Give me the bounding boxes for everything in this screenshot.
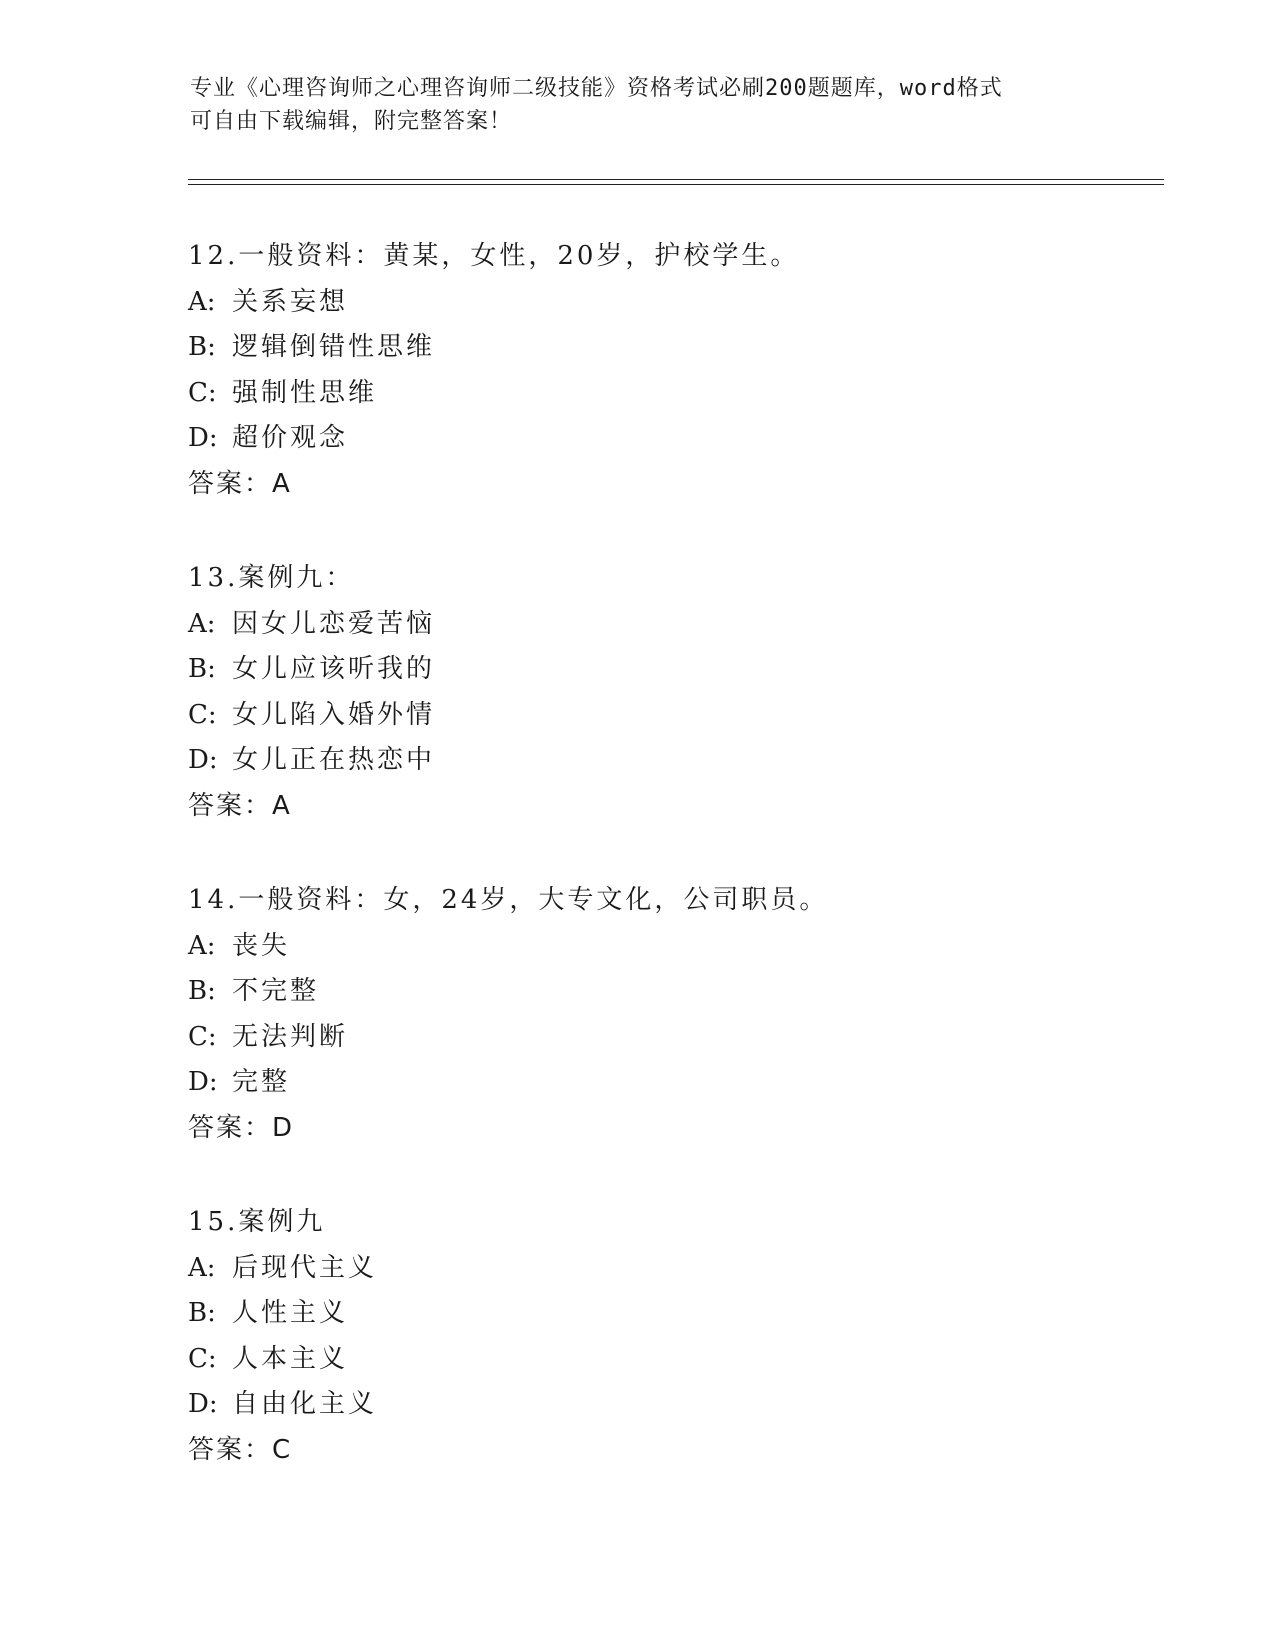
answer-line: 答案：A [188,468,292,499]
option-letter: C: [188,1021,217,1052]
option-b [188,325,1168,371]
option-text: 后现代主义 [232,1252,378,1283]
option-d [188,1382,1168,1428]
option-letter: B: [188,1298,216,1328]
option-text: 无法判断 [232,1021,349,1052]
option-b [188,1291,1168,1337]
option-b [188,647,1168,693]
document-header [190,72,1090,138]
question-stem: 15.案例九 [188,1207,326,1237]
option-text: 女儿应该听我的 [232,654,436,684]
answer-line: 答案：A [188,790,292,821]
option-a [188,602,1168,648]
option-letter: D: [188,745,218,775]
option-letter: C: [188,377,217,408]
option-text: 逻辑倒错性思维 [232,332,436,362]
option-text: 超价观念 [232,423,349,453]
option-d [188,1060,1168,1106]
question-15 [188,1200,1168,1522]
option-text: 丧失 [232,930,291,961]
option-letter: D: [188,423,218,453]
option-text: 女儿正在热恋中 [232,745,436,775]
option-text: 女儿陷入婚外情 [232,699,436,730]
option-d [188,416,1168,462]
answer-line: 答案：D [188,1112,295,1143]
option-text: 自由化主义 [232,1389,378,1419]
option-letter: C: [188,1343,217,1374]
header-rule-top [188,179,1164,180]
option-letter: D: [188,1389,218,1419]
option-letter: B: [188,654,216,684]
option-text: 人性主义 [232,1298,349,1328]
option-c [188,1015,1168,1061]
option-c [188,1337,1168,1383]
header-rule-bottom [188,184,1164,185]
question-12 [188,234,1168,556]
option-a [188,1246,1168,1292]
option-letter: D: [188,1067,218,1097]
option-a [188,280,1168,326]
question-list [188,234,1168,1522]
option-letter: A: [188,286,216,317]
option-letter: A: [188,608,216,639]
option-text: 强制性思维 [232,377,378,408]
option-text: 关系妄想 [232,286,349,317]
question-stem: 13.案例九： [188,563,355,593]
option-letter: C: [188,699,217,730]
option-text: 不完整 [232,976,320,1006]
option-a [188,924,1168,970]
option-text: 完整 [232,1067,291,1097]
option-letter: B: [188,976,216,1006]
option-d [188,738,1168,784]
option-text: 因女儿恋爱苦恼 [232,608,436,639]
header-line-1: 专业《心理咨询师之心理咨询师二级技能》资格考试必刷200题题库，word格式 [190,76,1003,101]
question-14 [188,878,1168,1200]
option-b [188,969,1168,1015]
option-letter: A: [188,1252,216,1283]
option-c [188,693,1168,739]
option-c [188,371,1168,417]
question-stem: 14.一般资料：女，24岁，大专文化，公司职员。 [188,885,829,915]
option-letter: A: [188,930,216,961]
answer-line: 答案：C [188,1434,293,1465]
question-stem: 12.一般资料：黄某，女性，20岁，护校学生。 [188,241,800,271]
header-line-2: 可自由下载编辑，附完整答案！ [190,109,513,134]
option-letter: B: [188,332,216,362]
question-13 [188,556,1168,878]
option-text: 人本主义 [232,1343,349,1374]
